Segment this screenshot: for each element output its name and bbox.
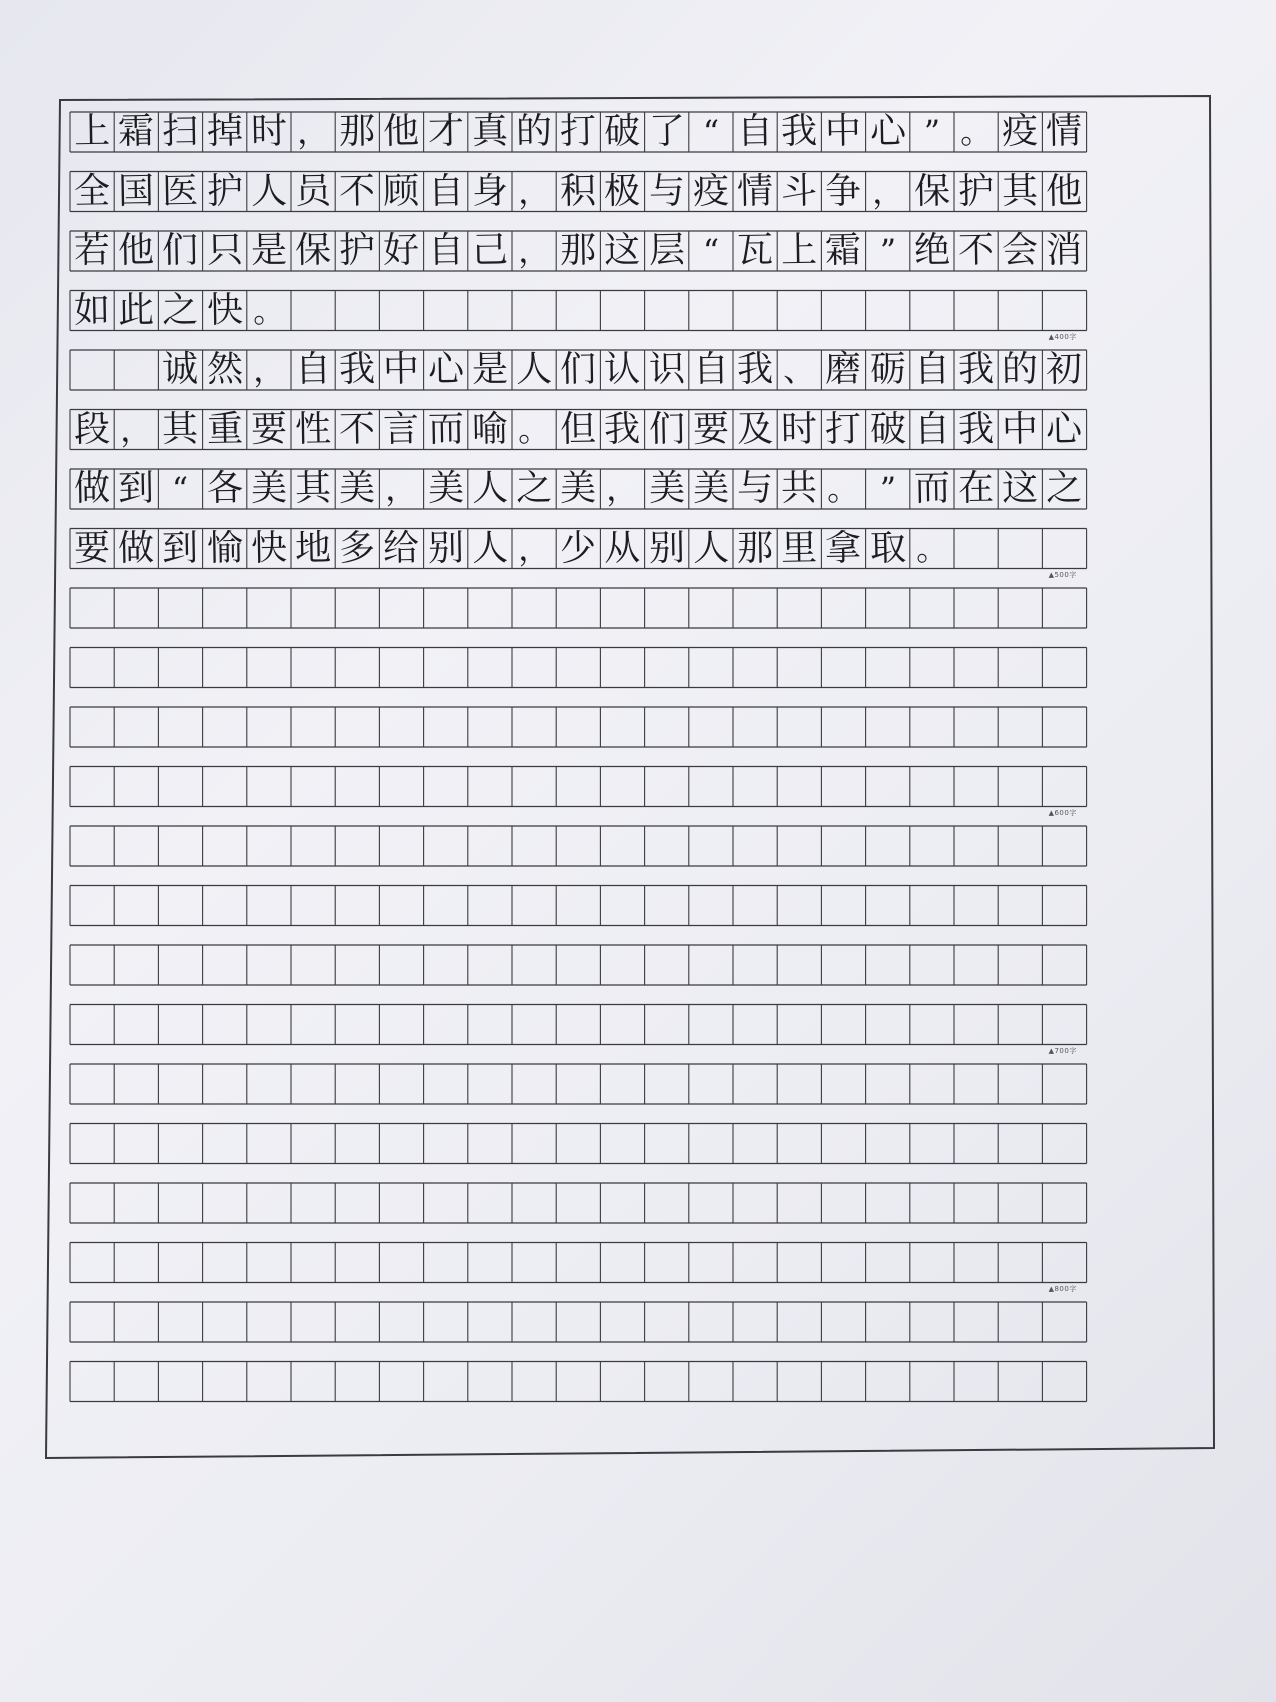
essay-char: 打 bbox=[559, 110, 597, 153]
essay-char: 、 bbox=[782, 350, 816, 390]
essay-char: 性 bbox=[294, 408, 332, 450]
essay-char: 争 bbox=[825, 170, 862, 212]
essay-char: 消 bbox=[1046, 229, 1083, 272]
essay-char: 斗 bbox=[780, 170, 818, 212]
essay-char: 从 bbox=[604, 527, 641, 569]
essay-char: 言 bbox=[383, 408, 420, 450]
essay-char: 自 bbox=[736, 110, 774, 153]
essay-char: ， bbox=[385, 469, 418, 509]
essay-char: 此 bbox=[117, 289, 155, 331]
word-count-mark: ▲500字 bbox=[1048, 570, 1077, 579]
essay-char: 。 bbox=[959, 112, 993, 152]
essay-char: 不 bbox=[338, 170, 376, 212]
essay-char: 认 bbox=[604, 348, 641, 391]
essay-char: 时 bbox=[780, 408, 818, 450]
essay-char: 段 bbox=[73, 408, 111, 450]
essay-char: 打 bbox=[825, 408, 862, 450]
essay-char: 我 bbox=[957, 348, 995, 391]
essay-char: 其 bbox=[162, 408, 199, 450]
essay-char: 人 bbox=[515, 348, 553, 391]
essay-char: 喻 bbox=[471, 408, 509, 450]
essay-char: 做 bbox=[73, 467, 111, 510]
essay-char: 那 bbox=[338, 110, 376, 153]
essay-char: 国 bbox=[117, 170, 155, 212]
essay-char: 真 bbox=[471, 110, 509, 153]
essay-char: 美 bbox=[250, 467, 288, 510]
essay-char: ” bbox=[879, 231, 897, 271]
essay-char: 这 bbox=[1001, 467, 1039, 510]
essay-char: 共 bbox=[780, 467, 818, 510]
essay-char: 扫 bbox=[162, 110, 199, 153]
essay-char: 自 bbox=[913, 348, 951, 391]
essay-char: 心 bbox=[1046, 408, 1083, 450]
essay-char: 破 bbox=[869, 408, 907, 450]
essay-char: 员 bbox=[294, 170, 332, 212]
essay-char: 美 bbox=[559, 467, 597, 510]
essay-char: 这 bbox=[604, 229, 641, 272]
essay-char: 愉 bbox=[206, 527, 244, 569]
essay-char: 我 bbox=[780, 110, 818, 153]
essay-char: 。 bbox=[915, 529, 949, 568]
essay-char: 之 bbox=[1046, 467, 1083, 510]
essay-char: 而 bbox=[913, 467, 951, 510]
essay-char: 与 bbox=[648, 170, 686, 212]
essay-char: 们 bbox=[648, 408, 686, 450]
essay-char: 是 bbox=[471, 348, 509, 391]
essay-char: 及 bbox=[736, 408, 774, 450]
essay-char: 要 bbox=[250, 408, 288, 450]
word-count-mark: ▲600字 bbox=[1048, 808, 1077, 817]
essay-char: 其 bbox=[294, 467, 332, 510]
essay-char: 身 bbox=[471, 170, 509, 212]
essay-char: 自 bbox=[427, 170, 465, 212]
essay-char: ” bbox=[879, 469, 897, 509]
essay-char: 中 bbox=[1001, 408, 1039, 450]
essay-char: 疫 bbox=[1001, 110, 1039, 153]
essay-char: 其 bbox=[1001, 170, 1039, 212]
essay-char: 人 bbox=[250, 170, 288, 212]
essay-char: 初 bbox=[1046, 348, 1083, 391]
essay-char: 他 bbox=[117, 229, 155, 272]
essay-char: 护 bbox=[206, 170, 244, 212]
essay-char: 人 bbox=[471, 527, 509, 569]
essay-char: 们 bbox=[559, 348, 597, 391]
essay-char: 在 bbox=[957, 467, 995, 510]
essay-char: 美 bbox=[692, 467, 730, 510]
essay-char: 给 bbox=[383, 527, 420, 569]
essay-char: 了 bbox=[648, 110, 686, 153]
essay-char: 我 bbox=[736, 348, 774, 391]
essay-char: ， bbox=[517, 172, 551, 211]
essay-char: 之 bbox=[515, 467, 553, 510]
essay-char: 情 bbox=[1046, 110, 1083, 153]
essay-char: 医 bbox=[162, 170, 199, 212]
essay-char: 积 bbox=[559, 170, 597, 212]
essay-char: 美 bbox=[648, 467, 686, 510]
essay-char: 时 bbox=[250, 110, 288, 153]
essay-char: 只 bbox=[206, 229, 244, 272]
essay-char: 然 bbox=[206, 348, 244, 391]
essay-char: 那 bbox=[559, 229, 597, 272]
essay-char: 的 bbox=[1001, 348, 1039, 391]
essay-char: “ bbox=[171, 469, 189, 509]
essay-char: 做 bbox=[117, 527, 155, 569]
essay-char: 顾 bbox=[383, 170, 420, 212]
essay-char: 若 bbox=[73, 229, 111, 272]
essay-char: 人 bbox=[471, 467, 509, 510]
essay-char: ， bbox=[296, 112, 330, 152]
essay-char: ， bbox=[252, 350, 286, 390]
word-count-mark: ▲700字 bbox=[1048, 1046, 1077, 1055]
essay-char: 瓦 bbox=[736, 229, 774, 272]
essay-char: 诚 bbox=[162, 348, 199, 391]
essay-char: 美 bbox=[427, 467, 465, 510]
essay-char: 取 bbox=[869, 527, 907, 569]
essay-char: ， bbox=[871, 172, 905, 211]
essay-char: 人 bbox=[692, 527, 730, 569]
essay-char: 美 bbox=[338, 467, 376, 510]
essay-char: 我 bbox=[957, 408, 995, 450]
essay-char: 各 bbox=[206, 467, 244, 510]
essay-char: ， bbox=[606, 469, 639, 509]
essay-char: 不 bbox=[957, 229, 995, 272]
essay-char: 层 bbox=[648, 229, 686, 272]
essay-char: 绝 bbox=[913, 229, 951, 272]
essay-char: 的 bbox=[515, 110, 553, 153]
essay-char: 才 bbox=[427, 110, 465, 153]
word-count-mark: ▲800字 bbox=[1048, 1284, 1077, 1293]
essay-char: 中 bbox=[383, 348, 420, 391]
essay-char: 那 bbox=[736, 527, 774, 569]
essay-char: 疫 bbox=[692, 170, 730, 212]
essay-char: 要 bbox=[692, 408, 730, 450]
essay-char: 情 bbox=[736, 170, 774, 212]
essay-char: 极 bbox=[604, 170, 641, 212]
essay-char: 而 bbox=[427, 408, 465, 450]
essay-char: 。 bbox=[517, 410, 551, 449]
essay-char: ， bbox=[119, 410, 153, 449]
essay-char: 掉 bbox=[206, 110, 244, 153]
essay-char: ， bbox=[517, 529, 551, 568]
essay-char: 护 bbox=[338, 229, 376, 272]
essay-char: 少 bbox=[559, 527, 597, 569]
essay-char: 是 bbox=[250, 229, 288, 272]
essay-char: 里 bbox=[780, 527, 818, 569]
essay-char: 我 bbox=[604, 408, 641, 450]
essay-char: 快 bbox=[250, 527, 288, 569]
essay-char: ” bbox=[923, 112, 941, 152]
essay-char: 中 bbox=[825, 110, 862, 153]
essay-char: 。 bbox=[827, 469, 860, 509]
essay-char: 上 bbox=[780, 229, 818, 272]
essay-char: “ bbox=[702, 112, 720, 152]
essay-char: 霜 bbox=[825, 229, 862, 272]
essay-char: 护 bbox=[957, 170, 995, 212]
essay-char: 别 bbox=[648, 527, 686, 569]
essay-char: ， bbox=[517, 231, 551, 271]
essay-char: 我 bbox=[338, 348, 376, 391]
essay-char: 拿 bbox=[825, 527, 862, 569]
essay-char: 保 bbox=[913, 170, 951, 212]
essay-char: 别 bbox=[427, 527, 465, 569]
essay-char: 自 bbox=[913, 408, 951, 450]
essay-char: 自 bbox=[692, 348, 730, 391]
word-count-mark: ▲400字 bbox=[1048, 332, 1077, 341]
essay-char: 自 bbox=[294, 348, 332, 391]
essay-char: 磨 bbox=[825, 348, 862, 391]
essay-char: 地 bbox=[294, 527, 332, 569]
essay-char: 快 bbox=[206, 289, 244, 331]
essay-char: 但 bbox=[559, 408, 597, 450]
essay-char: 之 bbox=[162, 289, 199, 331]
essay-char: 破 bbox=[604, 110, 641, 153]
essay-char: 砺 bbox=[869, 348, 907, 391]
essay-char: 他 bbox=[383, 110, 420, 153]
essay-char: 。 bbox=[252, 291, 286, 330]
essay-char: 好 bbox=[383, 229, 420, 272]
essay-char: 识 bbox=[648, 348, 686, 391]
essay-char: 上 bbox=[73, 110, 111, 153]
essay-char: 多 bbox=[338, 527, 376, 569]
essay-char: 保 bbox=[294, 229, 332, 272]
essay-char: 与 bbox=[736, 467, 774, 510]
essay-char: 要 bbox=[73, 527, 111, 569]
essay-char: 们 bbox=[162, 229, 199, 272]
essay-char: 到 bbox=[162, 527, 199, 569]
essay-char: 自 bbox=[427, 229, 465, 272]
essay-char: 到 bbox=[117, 467, 155, 510]
essay-char: 他 bbox=[1046, 170, 1083, 212]
essay-char: 不 bbox=[338, 408, 376, 450]
essay-char: “ bbox=[702, 231, 720, 271]
essay-char: 重 bbox=[206, 408, 244, 450]
essay-char: 全 bbox=[73, 170, 111, 212]
essay-char: 霜 bbox=[117, 110, 155, 153]
essay-char: 如 bbox=[73, 289, 111, 331]
essay-char: 心 bbox=[427, 348, 465, 391]
essay-char: 会 bbox=[1001, 229, 1039, 272]
essay-char: 心 bbox=[869, 110, 907, 153]
essay-char: 己 bbox=[471, 229, 509, 272]
